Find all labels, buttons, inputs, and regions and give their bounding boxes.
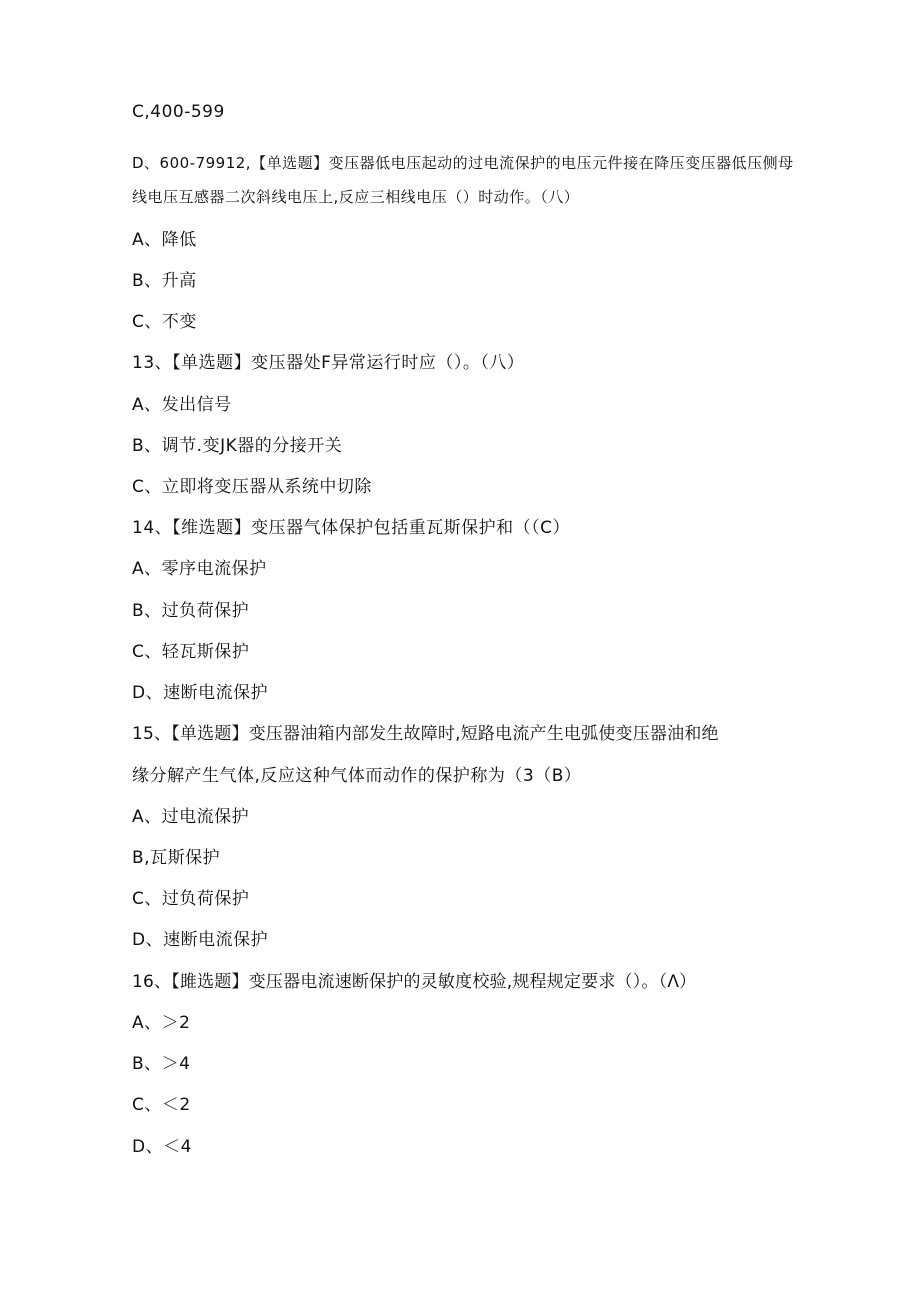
text-line-q15-option-a: A、过电流保护 <box>132 807 250 827</box>
text-line-q13-option-b: B、调节.变JK器的分接开关 <box>132 436 343 456</box>
text-line-q16-option-c: C、＜2 <box>132 1095 191 1115</box>
text-line-q12-option-a: A、降低 <box>132 230 197 250</box>
text-line-q16-option-b: B、＞4 <box>132 1054 191 1074</box>
text-line-question-15: 15、【单选题】变压器油箱内部发生故障时,短路电流产生电弧使变压器油和绝 <box>132 724 719 744</box>
text-line-q14-option-c: C、轻瓦斯保护 <box>132 642 250 662</box>
text-line-question-12-cont: 线电压互感器二次斜线电压上,反应三相线电压（）时动作。（八） <box>132 188 580 206</box>
text-line-question-14: 14、【维选题】变压器气体保护包括重瓦斯保护和（（C） <box>132 518 571 538</box>
text-line-question-15-cont: 缘分解产生气体,反应这种气体而动作的保护称为（3（B） <box>132 766 582 786</box>
text-line-q13-option-c: C、立即将变压器从系统中切除 <box>132 477 372 497</box>
text-line-q12-option-c: C、不变 <box>132 312 197 332</box>
text-line-q13-option-a: A、发出信号 <box>132 395 232 415</box>
text-line-q14-option-d: D、速断电流保护 <box>132 683 269 703</box>
text-line-q15-option-b: B,瓦斯保护 <box>132 848 221 868</box>
text-line-question-12: D、600-79912,【单选题】变压器低电压起动的过电流保护的电压元件接在降压变压器低压侧母 <box>132 154 794 172</box>
text-line-question-16: 16、【雎选题】变压器电流速断保护的灵敏度校验,规程规定要求（）。（Λ） <box>132 972 697 992</box>
text-line-q14-option-b: B、过负荷保护 <box>132 601 250 621</box>
text-line-question-13: 13、【单选题】变压器处F异常运行时应（）。（八） <box>132 353 525 373</box>
text-line-option-c: C,400-599 <box>132 102 225 122</box>
text-line-q15-option-d: D、速断电流保护 <box>132 930 269 950</box>
text-line-q16-option-d: D、＜4 <box>132 1137 192 1157</box>
text-line-q15-option-c: C、过负荷保护 <box>132 889 250 909</box>
text-line-q16-option-a: A、＞2 <box>132 1013 191 1033</box>
text-line-q14-option-a: A、零序电流保护 <box>132 559 267 579</box>
text-line-q12-option-b: B、升高 <box>132 271 197 291</box>
